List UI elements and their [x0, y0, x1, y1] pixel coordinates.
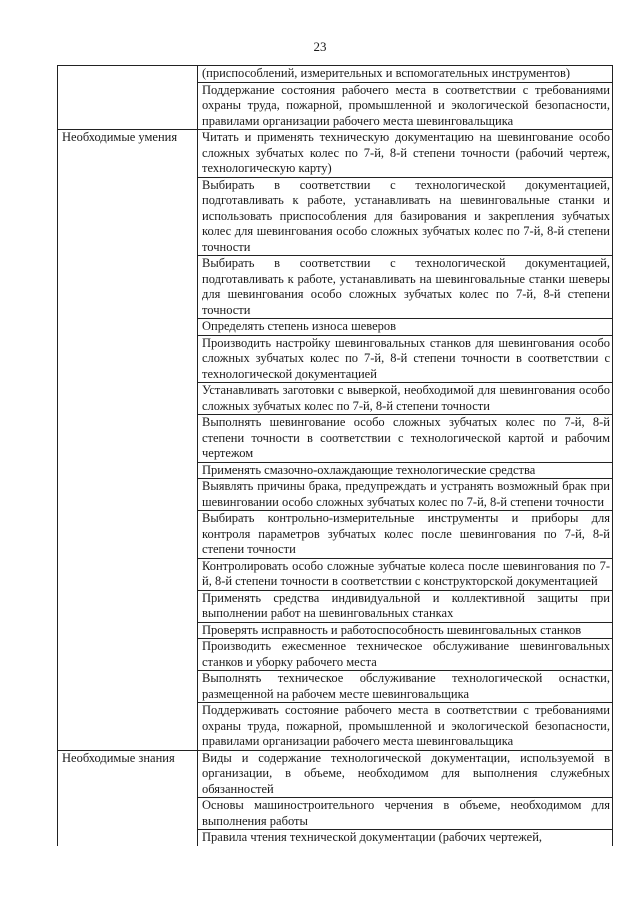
section-label: Необходимые знания — [58, 750, 198, 846]
requirement-item: Выявлять причины брака, предупреждать и устранять возможный брак при шевинговании особо сложных зубчатых колес по 7-й, 8-й степени точности — [198, 479, 613, 511]
requirement-item: Применять средства индивидуальной и коллективной защиты при выполнении работ на шевинговальных станках — [198, 590, 613, 622]
requirement-item: Применять смазочно-охлаждающие технологические средства — [198, 462, 613, 479]
requirement-item: Производить настройку шевинговальных станков для шевингования особо сложных зубчатых колес по 7-й, 8-й степени точности в соответствии с технологической документацией — [198, 335, 613, 383]
requirement-item: Выбирать в соответствии с технологической документацией, подготавливать к работе, устанавливать на шевинговальные станки и использовать приспособления для базирования и закрепления зубчатых колес для шевингования особо сложных зубчатых колес по 7-й, 8-й степени точности — [198, 177, 613, 256]
requirement-item: Виды и содержание технологической документации, используемой в организации, в объеме, необходимом для выполнения служебных обязанностей — [198, 750, 613, 798]
table-row — [58, 750, 613, 798]
table-row — [58, 66, 613, 83]
page-number: 23 — [313, 39, 327, 54]
requirement-item: Контролировать особо сложные зубчатые колеса после шевингования по 7-й, 8-й степени точности в соответствии с конструкторской документацией — [198, 558, 613, 590]
requirements-table — [57, 65, 613, 846]
requirement-item: Выполнять шевингование особо сложных зубчатых колес по 7-й, 8-й степени точности в соответствии с технологической картой и рабочим чертежом — [198, 415, 613, 463]
table-row — [58, 130, 613, 178]
requirement-item: Выбирать контрольно-измерительные инструменты и приборы для контроля параметров зубчатых колес после шевингования по 7-й, 8-й степени точности — [198, 511, 613, 559]
requirement-item: Определять степень износа шеверов — [198, 319, 613, 336]
requirement-item: (приспособлений, измерительных и вспомогательных инструментов) — [198, 66, 613, 83]
requirement-item: Устанавливать заготовки с выверкой, необходимой для шевингования особо сложных зубчатых колес по 7-й, 8-й степени точности — [198, 383, 613, 415]
section-label — [58, 66, 198, 130]
requirement-item: Читать и применять техническую документацию на шевингование особо сложных зубчатых колес по 7-й, 8-й степени точности (рабочий чертеж, технологическую карту) — [198, 130, 613, 178]
requirement-item: Выбирать в соответствии с технологической документацией, подготавливать к работе, устанавливать на шевинговальные станки шеверы для шевингования особо сложных зубчатых колес по 7-й, 8-й степени точности — [198, 256, 613, 319]
requirement-item: Основы машиностроительного черчения в объеме, необходимом для выполнения работы — [198, 798, 613, 830]
section-label: Необходимые умения — [58, 130, 198, 751]
requirement-item: Производить ежесменное техническое обслуживание шевинговальных станков и уборку рабочего места — [198, 639, 613, 671]
requirement-item: Поддержание состояния рабочего места в соответствии с требованиями охраны труда, пожарной, промышленной и экологической безопасности, правилами организации рабочего места шевинговальщика — [198, 82, 613, 130]
requirement-item: Поддерживать состояние рабочего места в соответствии с требованиями охраны труда, пожарной, промышленной и экологической безопасности, правилами организации рабочего места шевинговальщика — [198, 703, 613, 751]
requirement-item: Выполнять техническое обслуживание технологической оснастки, размещенной на рабочем месте шевинговальщика — [198, 671, 613, 703]
requirement-item: Правила чтения технической документации (рабочих чертежей, — [198, 830, 613, 846]
requirement-item: Проверять исправность и работоспособность шевинговальных станков — [198, 622, 613, 639]
